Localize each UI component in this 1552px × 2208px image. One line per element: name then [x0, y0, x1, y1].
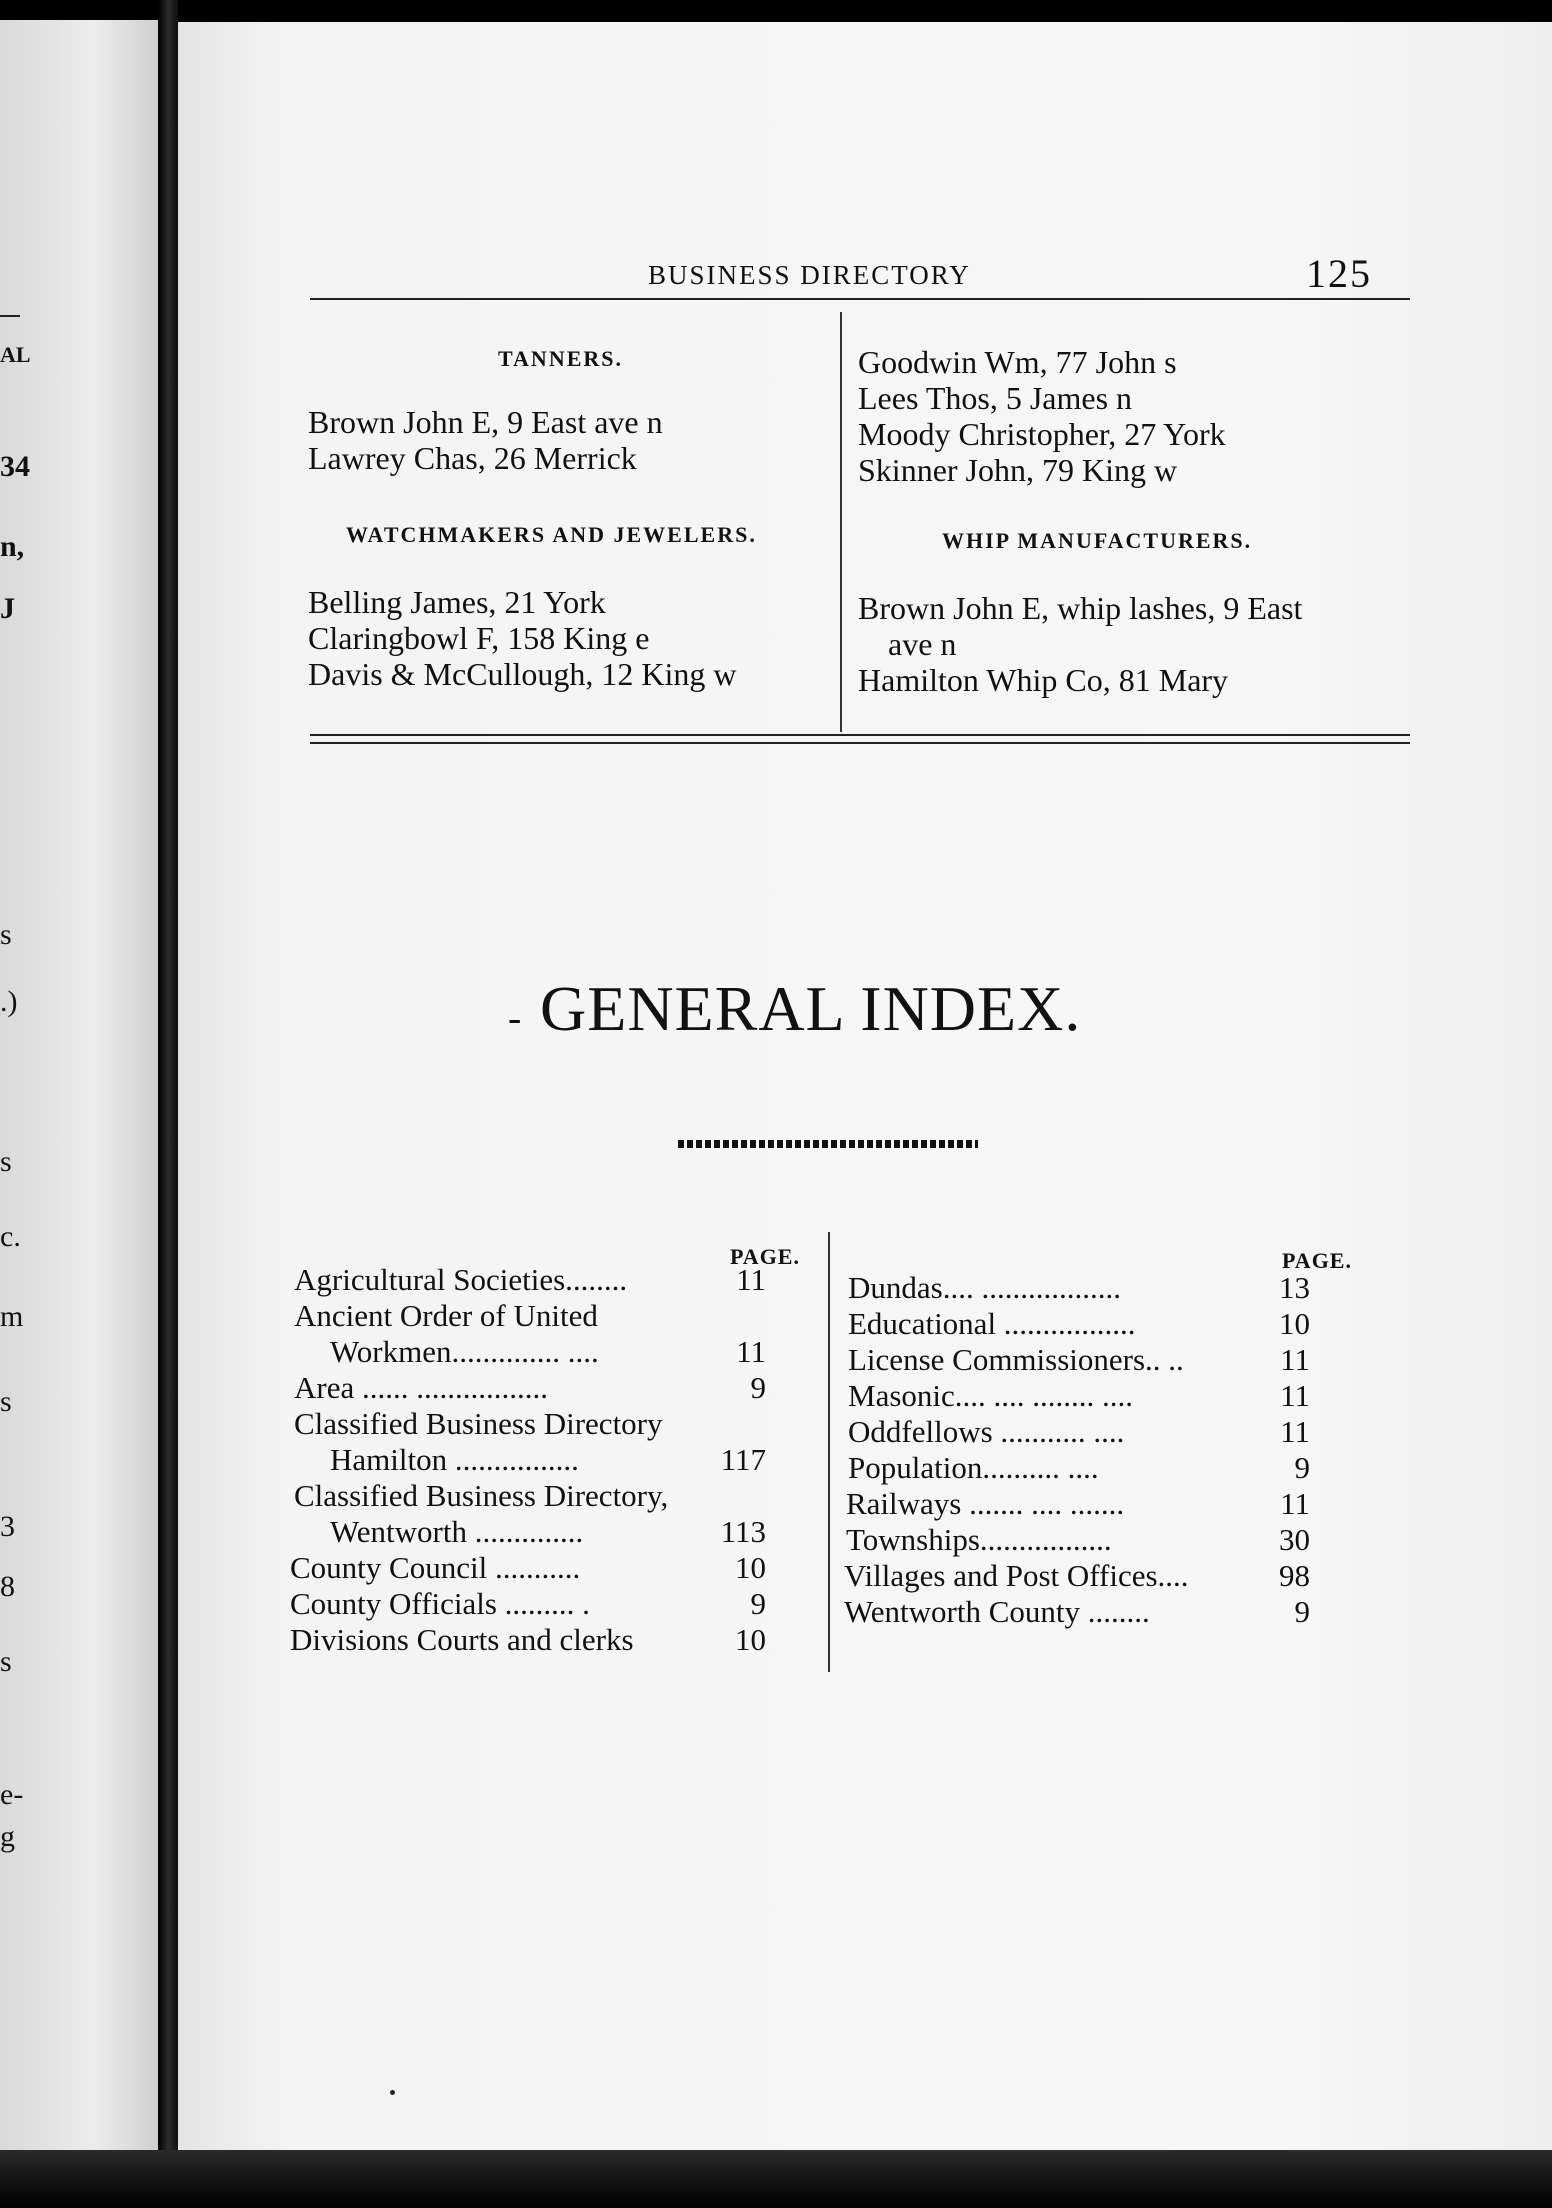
index-page-number: 10 [1279, 1306, 1310, 1341]
directory-entry: Goodwin Wm, 77 John s [858, 344, 1177, 380]
fragment-text: s [0, 1645, 12, 1678]
index-page-number: 9 [750, 1586, 766, 1621]
fragment-text: s [0, 1145, 12, 1178]
fragment-text: J [0, 592, 15, 625]
previous-page-fragment [0, 20, 158, 2155]
fragment-text: .) [0, 985, 18, 1018]
scan-top-edge [0, 0, 1552, 22]
index-entry: Masonic.... .... ........ .... [848, 1378, 1134, 1413]
index-entry: Ancient Order of United [294, 1298, 598, 1333]
title-ornament [678, 1140, 978, 1148]
page-column-header: PAGE. [1282, 1248, 1352, 1273]
directory-entry: Claringbowl F, 158 King e [308, 620, 650, 656]
index-page-number: 9 [750, 1370, 766, 1405]
index-entry: Wentworth .............. [330, 1514, 584, 1549]
index-title: GENERAL INDEX. [540, 973, 1082, 1044]
index-page-number: 9 [1294, 1450, 1310, 1485]
index-page-number: 11 [1280, 1378, 1310, 1413]
index-page-number: 11 [1280, 1486, 1310, 1521]
header-title: BUSINESS DIRECTORY [648, 260, 971, 290]
running-header [178, 238, 1552, 298]
category-heading: TANNERS. [498, 346, 624, 371]
header-rule [310, 298, 1410, 300]
directory-entry: ave n [888, 626, 957, 662]
index-page-number: 98 [1279, 1558, 1310, 1593]
directory-entry: Skinner John, 79 King w [858, 452, 1178, 488]
index-entry: Classified Business Directory [294, 1406, 663, 1441]
index-column-divider [828, 1232, 830, 1672]
book-gutter [158, 0, 178, 2155]
index-page-number: 117 [720, 1442, 766, 1477]
page-column-header: PAGE. [730, 1244, 800, 1269]
print-mark: - [508, 995, 522, 1040]
category-heading: WATCHMAKERS AND JEWELERS. [346, 522, 757, 547]
index-page-number: 11 [1280, 1342, 1310, 1377]
print-speck [390, 2090, 395, 2095]
index-entry: Divisions Courts and clerks [290, 1622, 634, 1657]
index-page-number: 13 [1279, 1270, 1310, 1305]
index-entry: Hamilton ................ [330, 1442, 579, 1477]
index-page-number: 113 [720, 1514, 766, 1549]
index-entry: Railways ....... .... ....... [846, 1486, 1125, 1521]
category-heading: WHIP MANUFACTURERS. [942, 528, 1253, 553]
fragment-text: n, [0, 530, 25, 563]
previous-page-rule [0, 315, 20, 317]
index-entry: Wentworth County ........ [844, 1594, 1150, 1629]
fragment-text: 8 [0, 1570, 15, 1603]
index-entry: Agricultural Societies........ [294, 1262, 628, 1297]
index-page-number: 9 [1294, 1594, 1310, 1629]
fragment-text: AL [0, 342, 31, 367]
index-entry: Townships................. [846, 1522, 1112, 1557]
fragment-text: e- [0, 1778, 24, 1811]
column-divider [840, 312, 842, 732]
index-page-number: 10 [735, 1550, 766, 1585]
directory-entry: Brown John E, 9 East ave n [308, 404, 663, 440]
fragment-text: s [0, 918, 12, 951]
index-entry: Population.......... .... [848, 1450, 1099, 1485]
directory-entry: Moody Christopher, 27 York [858, 416, 1226, 452]
index-entry: Area ...... ................. [294, 1370, 548, 1405]
section-rule [310, 742, 1410, 744]
index-entry: County Council ........... [290, 1550, 581, 1585]
index-entry: License Commissioners.. .. [848, 1342, 1184, 1377]
index-entry: Villages and Post Offices.... [844, 1558, 1189, 1593]
index-entry: Educational ................. [848, 1306, 1136, 1341]
index-entry: Oddfellows ........... .... [848, 1414, 1125, 1449]
page-number: 125 [1306, 251, 1372, 296]
fragment-text: 3 [0, 1510, 15, 1543]
directory-entry: Hamilton Whip Co, 81 Mary [858, 662, 1229, 698]
index-entry: Dundas.... .................. [848, 1270, 1121, 1305]
fragment-text: s [0, 1385, 12, 1418]
directory-entry: Belling James, 21 York [308, 584, 606, 620]
directory-entry: Brown John E, whip lashes, 9 East [858, 590, 1303, 626]
fragment-text: g [0, 1820, 15, 1853]
directory-entry: Lawrey Chas, 26 Merrick [308, 440, 637, 476]
index-page-number: 11 [1280, 1414, 1310, 1449]
index-page-number: 11 [736, 1334, 766, 1369]
directory-entry: Davis & McCullough, 12 King w [308, 656, 737, 692]
section-rule [310, 734, 1410, 736]
book-page [178, 22, 1552, 2152]
index-page-number: 30 [1279, 1522, 1310, 1557]
index-entry: County Officials ......... . [290, 1586, 590, 1621]
index-entry: Workmen.............. .... [330, 1334, 599, 1369]
index-entry: Classified Business Directory, [294, 1478, 669, 1513]
scan-bottom-edge [0, 2150, 1552, 2208]
fragment-text: c. [0, 1220, 21, 1253]
directory-entry: Lees Thos, 5 James n [858, 380, 1133, 416]
index-page-number: 10 [735, 1622, 766, 1657]
fragment-text: 34 [0, 450, 30, 483]
fragment-text: m [0, 1300, 24, 1333]
index-page-number: 11 [736, 1262, 766, 1297]
